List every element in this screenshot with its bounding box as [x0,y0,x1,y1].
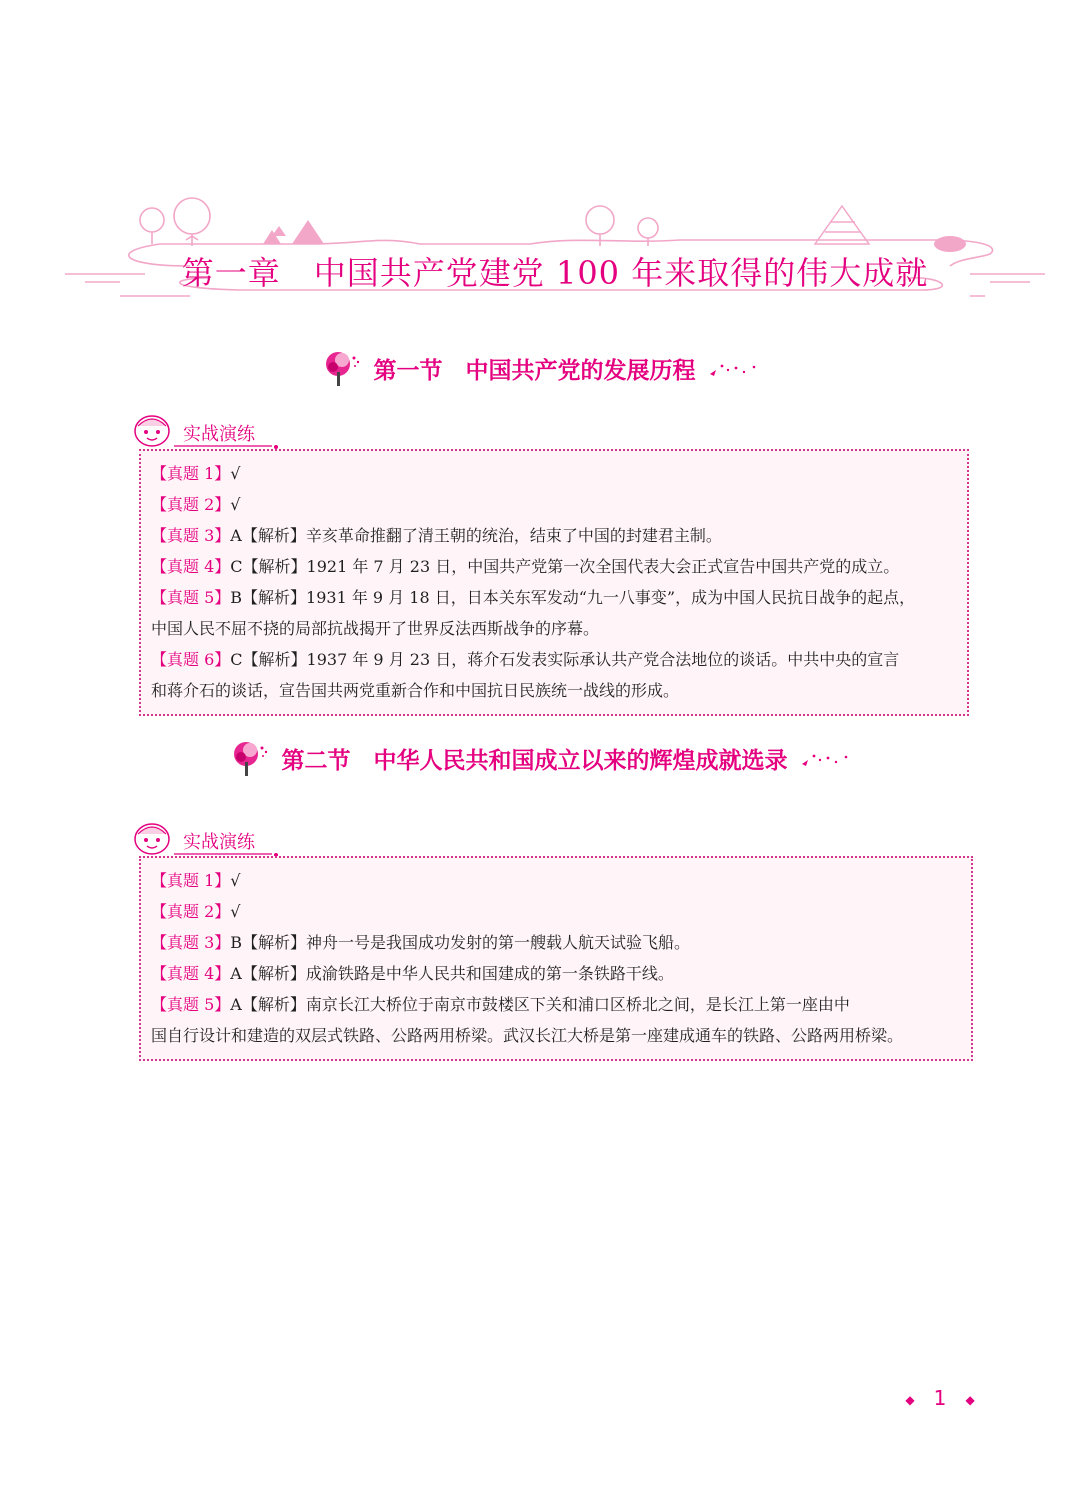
answer-item [151,551,957,582]
answer-text: C【解析】1937 年 9 月 23 日，蒋介石发表实际承认共产党合法地位的谈话。中共中央的宣言 [230,650,900,669]
section-heading-1 [0,348,1083,394]
answer-text: A【解析】辛亥革命推翻了清王朝的统治，结束了中国的封建君主制。 [230,526,722,545]
answer-text: C【解析】1921 年 7 月 23 日，中国共产党第一次全国代表大会正式宣告中国共产党的成立。 [230,557,900,576]
answer-item [151,582,957,644]
practice-label-text: 实战演练 [183,832,255,853]
section-title: 第二节 中华人民共和国成立以来的辉煌成就选录 [281,747,788,774]
sparkle-dots-icon [706,358,762,378]
answer-text: √ [230,495,241,514]
question-label: 【真题 2】 [151,902,231,921]
answer-text-continued: 和蒋介石的谈话，宣告国共两党重新合作和中国抗日民族统一战线的形成。 [151,681,680,700]
answer-item [151,896,961,927]
practice-label-2 [132,820,292,860]
section-title: 第一节 中国共产党的发展历程 [373,357,696,384]
answer-text: √ [230,464,241,483]
answer-item [151,865,961,896]
question-label: 【真题 5】 [151,995,231,1014]
question-label: 【真题 6】 [151,650,231,669]
answer-box-1 [139,449,969,716]
answer-item [151,989,961,1051]
answer-box-2 [139,856,973,1061]
practice-label-text: 实战演练 [183,424,255,445]
tree-icon [322,348,364,388]
answer-item [151,489,957,520]
diamond-icon: ◆ [965,1392,975,1407]
tree-icon [230,738,272,778]
page-number-value: 1 [933,1386,947,1410]
page-number [900,1386,980,1410]
question-label: 【真题 5】 [151,588,231,607]
answer-item [151,927,961,958]
answer-text-continued: 国自行设计和建造的双层式铁路、公路两用桥梁。武汉长江大桥是第一座建成通车的铁路、公路两用桥梁。 [151,1026,904,1045]
answer-text: B【解析】1931 年 9 月 18 日，日本关东军发动“九一八事变”，成为中国人民抗日战争的起点， [230,588,916,607]
section-heading-2 [0,738,1083,784]
chapter-title: 第一章 中国共产党建党 100 年来取得的伟大成就 [181,254,929,292]
question-label: 【真题 2】 [151,495,231,514]
answer-item [151,458,957,489]
chapter-banner [60,196,1050,306]
sparkle-dots-icon [798,748,854,768]
mascot-face-icon [132,412,172,450]
answer-item [151,958,961,989]
answer-text: A【解析】南京长江大桥位于南京市鼓楼区下关和浦口区桥北之间，是长江上第一座由中 [230,995,850,1014]
question-label: 【真题 3】 [151,526,231,545]
diamond-icon: ◆ [905,1392,915,1407]
answer-item [151,520,957,551]
mascot-face-icon [132,820,172,858]
answer-text: B【解析】神舟一号是我国成功发射的第一艘载人航天试验飞船。 [230,933,691,952]
question-label: 【真题 3】 [151,933,231,952]
answer-item [151,644,957,706]
answer-text-continued: 中国人民不屈不挠的局部抗战揭开了世界反法西斯战争的序幕。 [151,619,600,638]
question-label: 【真题 4】 [151,964,231,983]
question-label: 【真题 1】 [151,464,231,483]
practice-label-1 [132,412,292,452]
answer-text: √ [230,871,241,890]
question-label: 【真题 1】 [151,871,231,890]
answer-text: √ [230,902,241,921]
question-label: 【真题 4】 [151,557,231,576]
answer-text: A【解析】成渝铁路是中华人民共和国建成的第一条铁路干线。 [230,964,674,983]
